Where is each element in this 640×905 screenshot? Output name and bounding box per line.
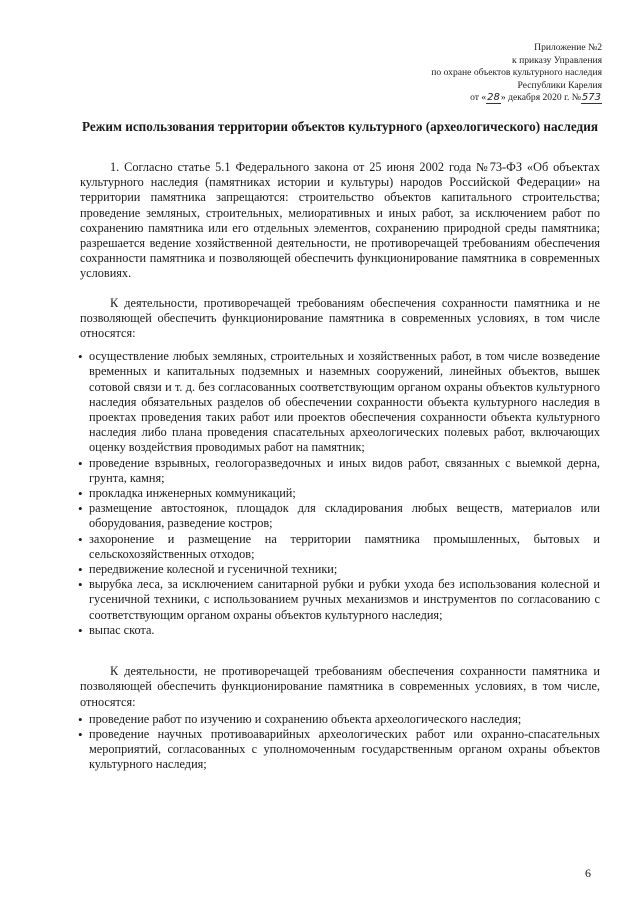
list-item: • выпас скота. bbox=[80, 623, 600, 638]
document-title: Режим использования территории объектов культурного (археологического) наследия bbox=[82, 119, 598, 134]
handwritten-day: 28 bbox=[487, 92, 500, 104]
list-item: • вырубка леса, за исключением санитарной рубки и рубки ухода без использования колесной и гусеничной техники, с использованием ручных механизмов и инструментов по согласованию с соответствующим органом охраны объектов культурного наследия; bbox=[80, 577, 600, 623]
prohibited-activities-list bbox=[80, 349, 600, 638]
paragraph-3: К деятельности, не противоречащей требованиям обеспечения сохранности памятника и позволяющей обеспечить функционирование памятника в современных условиях, в том числе, относятся: bbox=[80, 664, 600, 709]
list-item: • прокладка инженерных коммуникаций; bbox=[80, 486, 600, 501]
paragraph-2: К деятельности, противоречащей требованиям обеспечения сохранности памятника и не позволяющей обеспечить функционирование памятника в современных условиях, в том числе относятся: bbox=[80, 295, 600, 341]
order-date-line bbox=[342, 92, 602, 105]
page-number: 6 bbox=[585, 866, 591, 880]
document-body bbox=[80, 160, 600, 773]
region-name: Республики Карелия bbox=[517, 79, 602, 91]
allowed-activities-list bbox=[80, 712, 600, 773]
appendix-header bbox=[342, 42, 602, 105]
list-item: • осуществление любых земляных, строительных и хозяйственных работ, в том числе возведение временных и капитальных подземных и наземных сооружений, линейных объектов, вышек сотовой связи и т. д. без согласованных соответствующим органом охраны объектов культурного наследия обязательных разделов об обеспечении сохранности объекта культурного наследия в проектах проведения таких работ или проектов обеспечения сохранности объекта культурного наследия либо плана проведения спасательных археологических полевых работ, включающих оценку воздействия проводимых работ на памятник; bbox=[80, 349, 600, 455]
date-prefix: от « bbox=[470, 92, 487, 104]
handwritten-order-number: 573 bbox=[581, 92, 601, 104]
list-item: • передвижение колесной и гусеничной техники; bbox=[80, 562, 600, 577]
date-middle: » декабря 2020 г. № bbox=[500, 92, 581, 104]
list-item: • проведение взрывных, геологоразведочных и иных видов работ, связанных с выемкой дерна, грунта, камня; bbox=[80, 456, 600, 486]
authority-name: по охране объектов культурного наследия bbox=[431, 67, 602, 79]
appendix-label: Приложение №2 bbox=[534, 42, 602, 53]
list-item: • проведение работ по изучению и сохранению объекта археологического наследия; bbox=[80, 712, 600, 727]
list-item: • размещение автостоянок, площадок для складирования любых веществ, материалов или оборудования, разведение костров; bbox=[80, 501, 600, 531]
paragraph-1: 1. Согласно статье 5.1 Федерального закона от 25 июня 2002 года №73-ФЗ «Об объектах культурного наследия (памятниках истории и культуры) народов Российской Федерации» на территории памятника запрещаются: строительство объектов капитального строительства; проведение земляных, строительных, мелиоративных и иных работ, за исключением работ по сохранению памятника или его отдельных элементов, сохранению природной среды памятника; разрешается ведение хозяйственной деятельности, не противоречащей требованиям обеспечения сохранности памятника и позволяющей обеспечить функционирование памятника в современных условиях. bbox=[80, 160, 600, 281]
list-item: • проведение научных противоаварийных археологических работ или охранно-спасательных мероприятий, согласованных с уполномоченным государственным органом охраны объектов культурного наследия; bbox=[80, 727, 600, 773]
list-item: • захоронение и размещение на территории памятника промышленных, бытовых и сельскохозяйственных отходов; bbox=[80, 532, 600, 562]
order-reference: к приказу Управления bbox=[512, 54, 602, 66]
